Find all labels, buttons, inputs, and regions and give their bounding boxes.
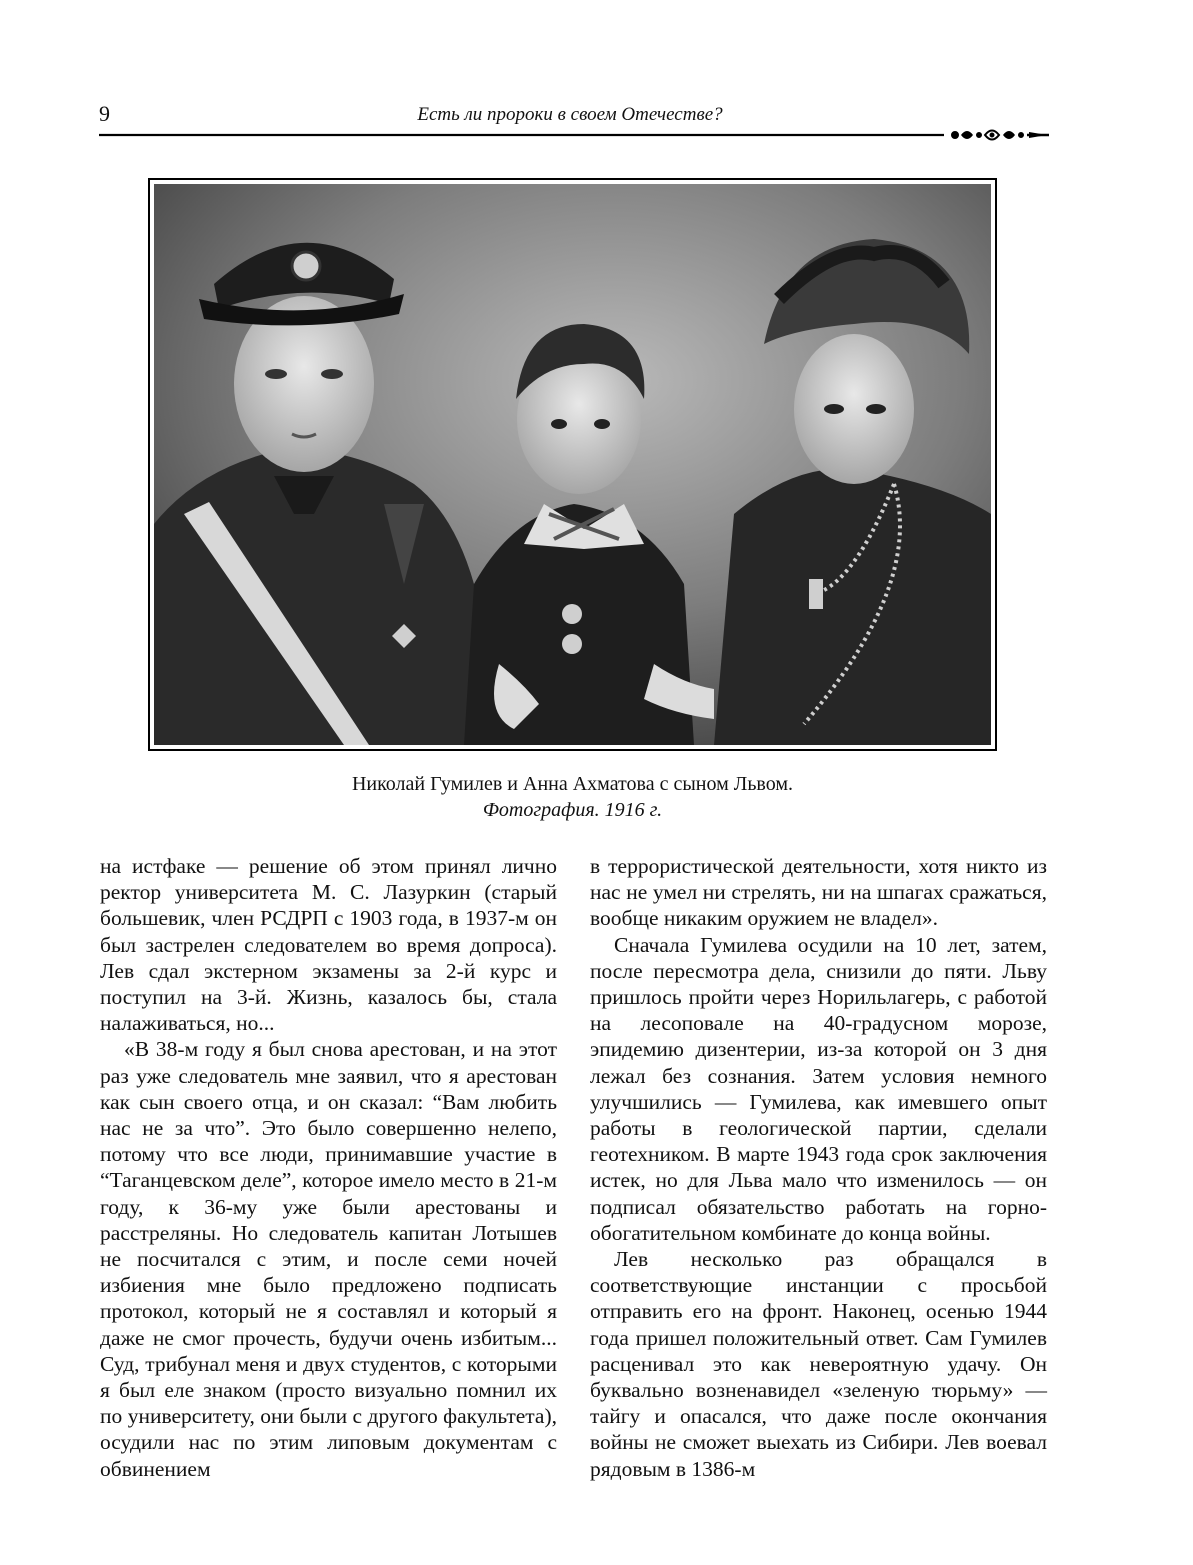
right-text-column (590, 853, 1047, 1482)
family-portrait-photo (154, 184, 991, 745)
paragraph: в террористической деятельности, хотя никто из нас не умел ни стрелять, ни на шпагах сражаться, вообще никаким оружием не владел». (590, 854, 1047, 931)
fleuron-ornament-icon (952, 131, 1050, 140)
left-text-column (100, 853, 557, 1482)
paragraph: Лев несколько раз обращался в соответствующие инстанции с просьбой отправить его на фронт. Наконец, осенью 1944 года пришел положительный ответ. Сам Гумилев расценивал это как невероятную удачу. Он буквально возненавидел «зеленую тюрьму» — тайгу и опасался, что даже после окончания войны не сможет выехать из Сибири. Лев воевал рядовым в 1386-м (590, 1247, 1047, 1481)
photo-frame (148, 178, 997, 751)
page-number: 9 (99, 101, 110, 126)
photo-caption-date: Фотография. 1916 г. (482, 799, 663, 821)
running-title: Есть ли пророки в своем Отечестве? (417, 104, 723, 125)
ornamental-header-rule (99, 124, 1049, 148)
paragraph: «В 38-м году я был снова арестован, и на этот раз уже следователь мне заявил, что я арестован как сын своего отца, и он сказал: “Вам любить нас не за что”. Это было совершенно нелепо, потому что все люди, принимавшие участие в “Таганцевском деле”, которое имело место в 21-м году, к 36-му уже были арестованы и расстреляны. Но следователь капитан Лотышев не посчитался с этим, и после семи ночей избиения мне было предложено подписать протокол, который не я составлял и который я даже не смог прочесть, будучи очень избитым... Суд, трибунал меня и двух студентов, с которыми я был еле знаком (просто визуально помнил их по университету, они были с другого факультета), осудили нас по этим липовым документам с обвинением (100, 1037, 557, 1481)
paragraph: Сначала Гумилева осудили на 10 лет, затем, после пересмотра дела, снизили до пяти. Льву пришлось пройти через Норильлагерь, с работой на лесоповале на 40-градусном морозе, эпидемию дизентерии, из-за которой он 3 дня лежал без сознания. Затем условия немного улучшились — Гумилева, как имевшего опыт работы в геологической партии, сделали геотехником. В марте 1943 года срок заключения истек, но для Льва мало что изменилось — он подписал обязательство работать на горно-обогатительном комбинате до конца войны. (590, 932, 1047, 1245)
paragraph: на истфаке — решение об этом принял лично ректор университета М. С. Лазуркин (старый большевик, член РСДРП с 1903 года, в 1937-м он был застрелен следователем во время допроса). Лев сдал экстерном экзамены за 2-й курс и поступил на 3-й. Жизнь, казалось бы, стала налаживаться, но... (100, 854, 557, 1036)
photo-caption: Николай Гумилев и Анна Ахматова с сыном Львом. (351, 773, 794, 795)
